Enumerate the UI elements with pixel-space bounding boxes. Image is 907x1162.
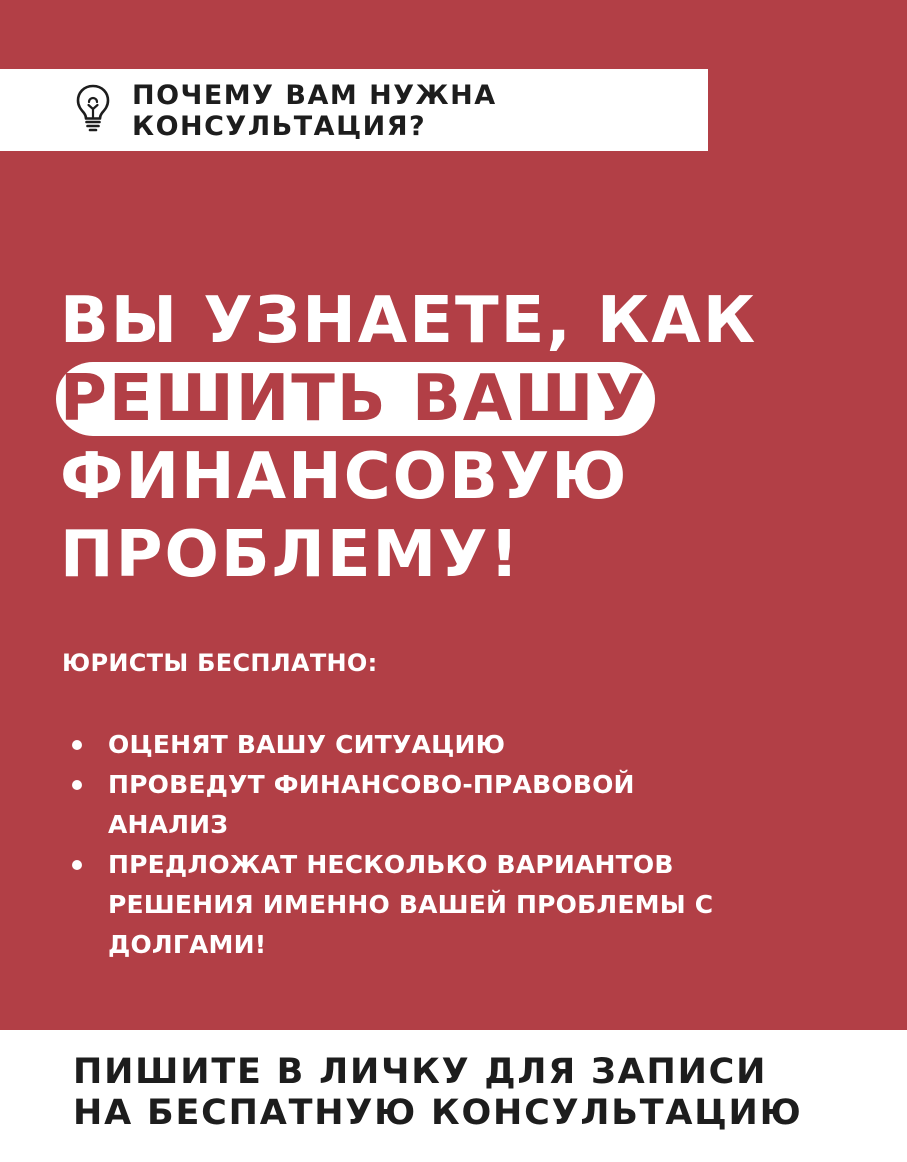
benefit-line: РЕШЕНИЯ ИМЕННО ВАШЕЙ ПРОБЛЕМЫ С (108, 890, 714, 919)
bullet-icon (72, 740, 82, 750)
benefit-line: ОЦЕНЯТ ВАШУ СИТУАЦИЮ (108, 730, 506, 759)
benefit-line: ПРОВЕДУТ ФИНАНСОВО-ПРАВОВОЙ (108, 770, 635, 799)
benefit-item (72, 845, 832, 965)
header-title-line2: КОНСУЛЬТАЦИЯ? (132, 111, 427, 142)
cta-line2: НА БЕСПАТНУЮ КОНСУЛЬТАЦИЮ (73, 1093, 803, 1133)
benefit-line: АНАЛИЗ (108, 810, 229, 839)
benefits-subheading: ЮРИСТЫ БЕСПЛАТНО: (62, 649, 378, 677)
headline-line3: ФИНАНСОВУЮ (60, 440, 629, 514)
benefit-line: ПРЕДЛОЖАТ НЕСКОЛЬКО ВАРИАНТОВ (108, 850, 674, 879)
header-title (132, 80, 497, 142)
cta-line1: ПИШИТЕ В ЛИЧКУ ДЛЯ ЗАПИСИ (73, 1052, 768, 1092)
benefit-item (72, 765, 832, 845)
benefits-list (72, 725, 832, 965)
headline-highlight: РЕШИТЬ ВАШУ (56, 362, 655, 436)
headline-line4: ПРОБЛЕМУ! (60, 518, 521, 592)
headline-line1: ВЫ УЗНАЕТЕ, КАК (60, 284, 758, 358)
call-to-action (73, 1052, 803, 1134)
header-title-line1: ПОЧЕМУ ВАМ НУЖНА (132, 80, 497, 111)
main-headline (60, 282, 757, 594)
benefit-item (72, 725, 832, 765)
bullet-icon (72, 860, 82, 870)
bullet-icon (72, 780, 82, 790)
benefit-line: ДОЛГАМИ! (108, 930, 267, 959)
lightbulb-icon (75, 83, 111, 133)
